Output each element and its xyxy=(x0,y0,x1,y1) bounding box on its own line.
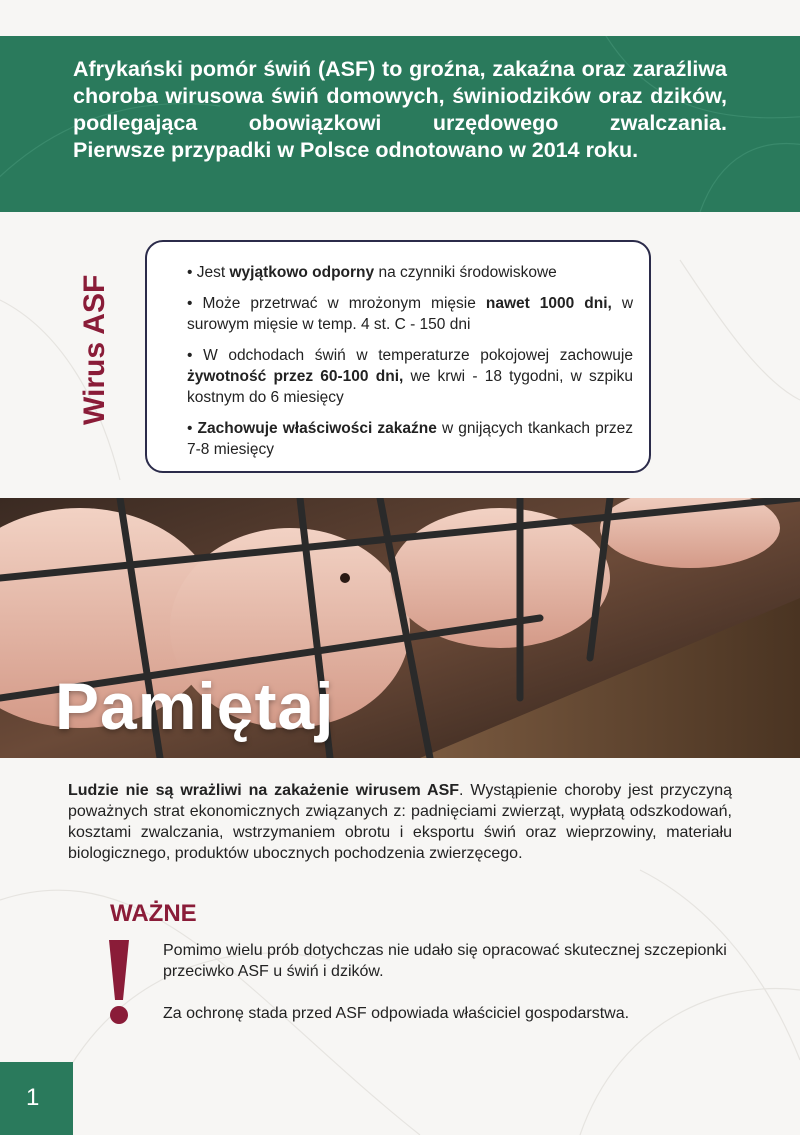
virus-section-title: Wirus ASF xyxy=(78,274,111,425)
important-title: WAŻNE xyxy=(110,900,197,927)
remember-text: Ludzie nie są wrażliwi na zakażenie wirusem ASF. Wystąpienie choroby jest przyczyną poważnych strat ekonomicznych związanych z: padnięciami zwierząt, wypłatą odszkodowań, kosztami zwalczania, wstrzymaniem obrotu i eksportu świń oraz wieprzowiny, materiału biologicznego, produktów ubocznych pochodzenia zwierzęcego. xyxy=(68,782,733,862)
owner-responsibility-note: Za ochronę stada przed ASF odpowiada właściciel gospodarstwa. xyxy=(163,1005,630,1022)
virus-facts-box xyxy=(145,240,651,473)
intro-banner xyxy=(0,36,800,212)
vaccine-note: Pomimo wielu prób dotychczas nie udało się opracować skutecznej szczepionki przeciwko ASF u świń i dzików. xyxy=(163,942,727,980)
virus-fact: • Zachowuje właściwości zakaźne w gnijących tkankach przez 7-8 miesięcy xyxy=(187,420,634,458)
page-number-box xyxy=(0,1062,73,1135)
remember-title: Pamiętaj xyxy=(55,669,335,743)
virus-fact: • W odchodach świń w temperaturze pokojowej zachowuje żywotność przez 60-100 dni, we krwi - 18 tygodni, w szpiku kostnym do 6 miesięcy xyxy=(187,347,633,406)
virus-fact: • Jest wyjątkowo odporny na czynniki środowiskowe xyxy=(187,264,557,281)
first-cases-text: Pierwsze przypadki w Polsce odnotowano w 2014 roku. xyxy=(73,138,639,162)
exclamation-icon xyxy=(104,938,134,1028)
page-number: 1 xyxy=(26,1084,40,1111)
important-note xyxy=(163,940,743,1045)
virus-fact: • Może przetrwać w mrożonym mięsie nawet 1000 dni, w surowym mięsie w temp. 4 st. C - 150 dni xyxy=(187,295,634,333)
intro-text: Afrykański pomór świń (ASF) to groźna, zakaźna oraz zaraźliwa choroba wirusowa świń domowych, świniodzików oraz dzików, podlegająca obowiązkowi urzędowego zwalczania. xyxy=(73,57,727,135)
